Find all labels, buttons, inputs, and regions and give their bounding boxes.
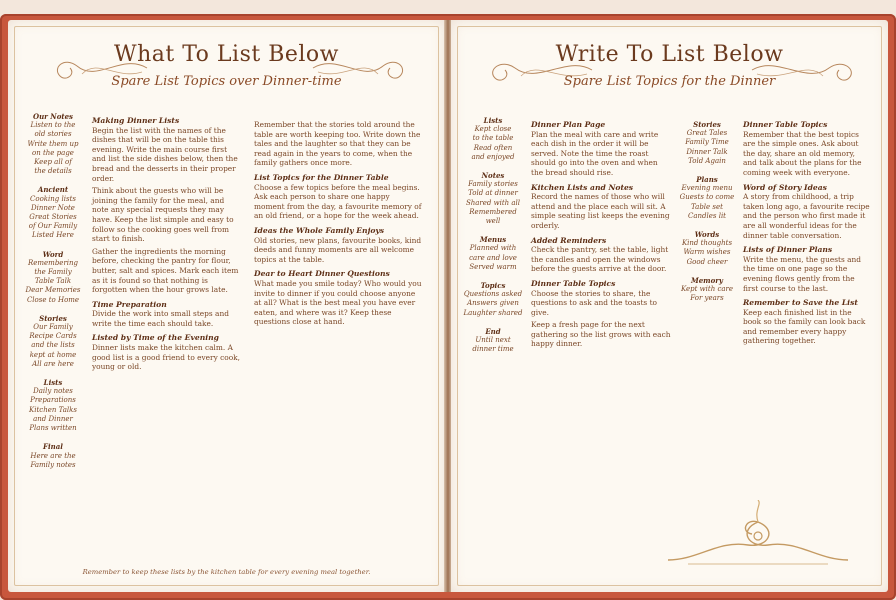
paragraph: Remember that the stories told around the table are worth keeping too. Write down the tales and the laughter so that they can be read again in the years to come, when the family gathers once more. bbox=[254, 120, 421, 168]
section-heading: Added Reminders bbox=[531, 235, 607, 245]
margin-note: Word Remembering the Family Table Talk Dear Memories Close to Home bbox=[25, 249, 81, 304]
paragraph: Dinner lists make the kitchen calm. A good list is a good friend to every cook, young or old. bbox=[92, 343, 240, 372]
page-subtitle: Spare List Topics over Dinner-time bbox=[111, 74, 342, 89]
margin-note: Final Here are the Family notes bbox=[30, 442, 76, 469]
corner-ornament bbox=[658, 500, 858, 570]
margin-note: Notes Family stories Told at dinner Shared with all Remembered well bbox=[465, 171, 521, 226]
section-heading: Ideas the Whole Family Enjoys bbox=[254, 225, 385, 235]
margin-note: Lists Kept close to the table Read often and enjoyed bbox=[471, 116, 515, 161]
paragraph: Keep each finished list in the book so the family can look back and remember every happy gathering together. bbox=[743, 307, 866, 346]
left-page bbox=[8, 20, 445, 592]
text-column-1 bbox=[92, 116, 242, 375]
margin-note: Stories Great Tales Family Time Dinner Talk Told Again bbox=[685, 120, 729, 165]
margin-note: Stories Our Family Recipe Cards and the lists kept at home All are here bbox=[29, 313, 77, 368]
paragraph: Old stories, new plans, favourite books, kind deeds and funny moments are all welcome topics at the table. bbox=[254, 235, 422, 264]
margin-note: Ancient Cooking lists Dinner Note Great Stories of Our Family Listed Here bbox=[28, 185, 78, 240]
margin-notes-column bbox=[463, 116, 523, 363]
margin-note: Words Kind thoughts Warm wishes Good cheer bbox=[681, 230, 733, 266]
margin-note: Our Notes Listen to the old stories Write them up on the page Keep all of the details bbox=[27, 112, 79, 176]
section-heading: Time Preparation bbox=[92, 299, 167, 309]
paragraph: Remember that the best topics are the simple ones. Ask about the day, share an old memory, and talk about the plans for the coming week with everyone. bbox=[743, 129, 862, 177]
margin-note: Topics Questions asked Answers given Laughter shared bbox=[463, 281, 523, 317]
margin-notes-column-2 bbox=[677, 120, 737, 312]
page-subtitle: Spare List Topics for the Dinner bbox=[563, 74, 776, 89]
paragraph: Write the menu, the guests and the time on one page so the evening flows gently from the first course to the last. bbox=[743, 254, 862, 293]
section-heading: Remember to Save the List bbox=[743, 298, 858, 308]
section-heading: Dinner Table Topics bbox=[743, 120, 828, 129]
paragraph: Record the names of those who will attend and the place each will sit. A simple seating list keeps the evening orderly. bbox=[531, 192, 670, 230]
section-heading: Making Dinner Lists bbox=[92, 116, 180, 125]
right-page bbox=[451, 20, 888, 592]
margin-note: Plans Evening menu Guests to come Table set Candles lit bbox=[679, 175, 735, 220]
paragraph: A story from childhood, a trip taken long ago, a favourite recipe and the person who first made it are all wonderful ideas for the dinner table conversation. bbox=[743, 192, 870, 240]
section-heading: Dinner Table Topics bbox=[531, 278, 616, 288]
margin-note: Lists Daily notes Preparations Kitchen Talks and Dinner Plans written bbox=[29, 378, 77, 433]
margin-note: Memory Kept with care For years bbox=[680, 275, 734, 303]
paragraph: Choose a few topics before the meal begins. Ask each person to share one happy moment from the day, a favourite memory of an old friend, or a hope for the week ahead. bbox=[254, 182, 422, 221]
margin-notes-column bbox=[20, 112, 86, 479]
paragraph: Keep a fresh page for the next gathering so the list grows with each happy dinner. bbox=[531, 320, 671, 349]
page-title: Write To List Below bbox=[555, 42, 784, 67]
paragraph: Divide the work into small steps and write the time each should take. bbox=[92, 309, 229, 328]
section-heading: Word of Story Ideas bbox=[743, 182, 827, 192]
paragraph: Plan the meal with care and write each dish in the order it will be served. Note the time the roast should go into the oven and when the bread should rise. bbox=[531, 129, 659, 177]
section-heading: Lists of Dinner Plans bbox=[743, 245, 833, 255]
book bbox=[0, 14, 896, 600]
page-footer: Remember to keep these lists by the kitchen table for every evening meal together. bbox=[82, 568, 371, 576]
section-heading: Dear to Heart Dinner Questions bbox=[254, 269, 390, 279]
paragraph: Choose the stories to share, the questions to ask and the toasts to give. bbox=[531, 288, 657, 317]
margin-note: Menus Planned with care and love Served warm bbox=[469, 235, 517, 271]
paragraph: Check the pantry, set the table, light the candles and open the windows before the guests arrive at the door. bbox=[531, 245, 669, 274]
paragraph: Think about the guests who will be joining the family for the meal, and note any special requests they may have. Keep the list simple and easy to follow so the cooking goes well from start to finish. bbox=[92, 186, 234, 244]
text-column-3 bbox=[743, 120, 871, 349]
margin-note: End Until next dinner time bbox=[472, 326, 514, 354]
section-heading: List Topics for the Dinner Table bbox=[254, 172, 389, 182]
page-title: What To List Below bbox=[113, 42, 339, 67]
text-column-1 bbox=[531, 120, 671, 352]
paragraph: Begin the list with the names of the dishes that will be on the table this evening. Write the main course first and list the side dishes below, then the bread and the desserts in their proper order. bbox=[92, 125, 238, 183]
paragraph: Gather the ingredients the morning before, checking the pantry for flour, butter, salt and spices. Mark each item as it is found so that nothing is forgotten when the hour grows late. bbox=[92, 246, 239, 295]
text-column-2 bbox=[254, 120, 422, 330]
paragraph: What made you smile today? Who would you invite to dinner if you could choose anyone at all? What is the best meal you have ever eaten, and where was it? Keep these questions close at hand. bbox=[254, 278, 422, 327]
section-heading: Kitchen Lists and Notes bbox=[531, 182, 634, 192]
section-heading: Listed by Time of the Evening bbox=[92, 333, 219, 343]
section-heading: Dinner Plan Page bbox=[531, 120, 606, 129]
